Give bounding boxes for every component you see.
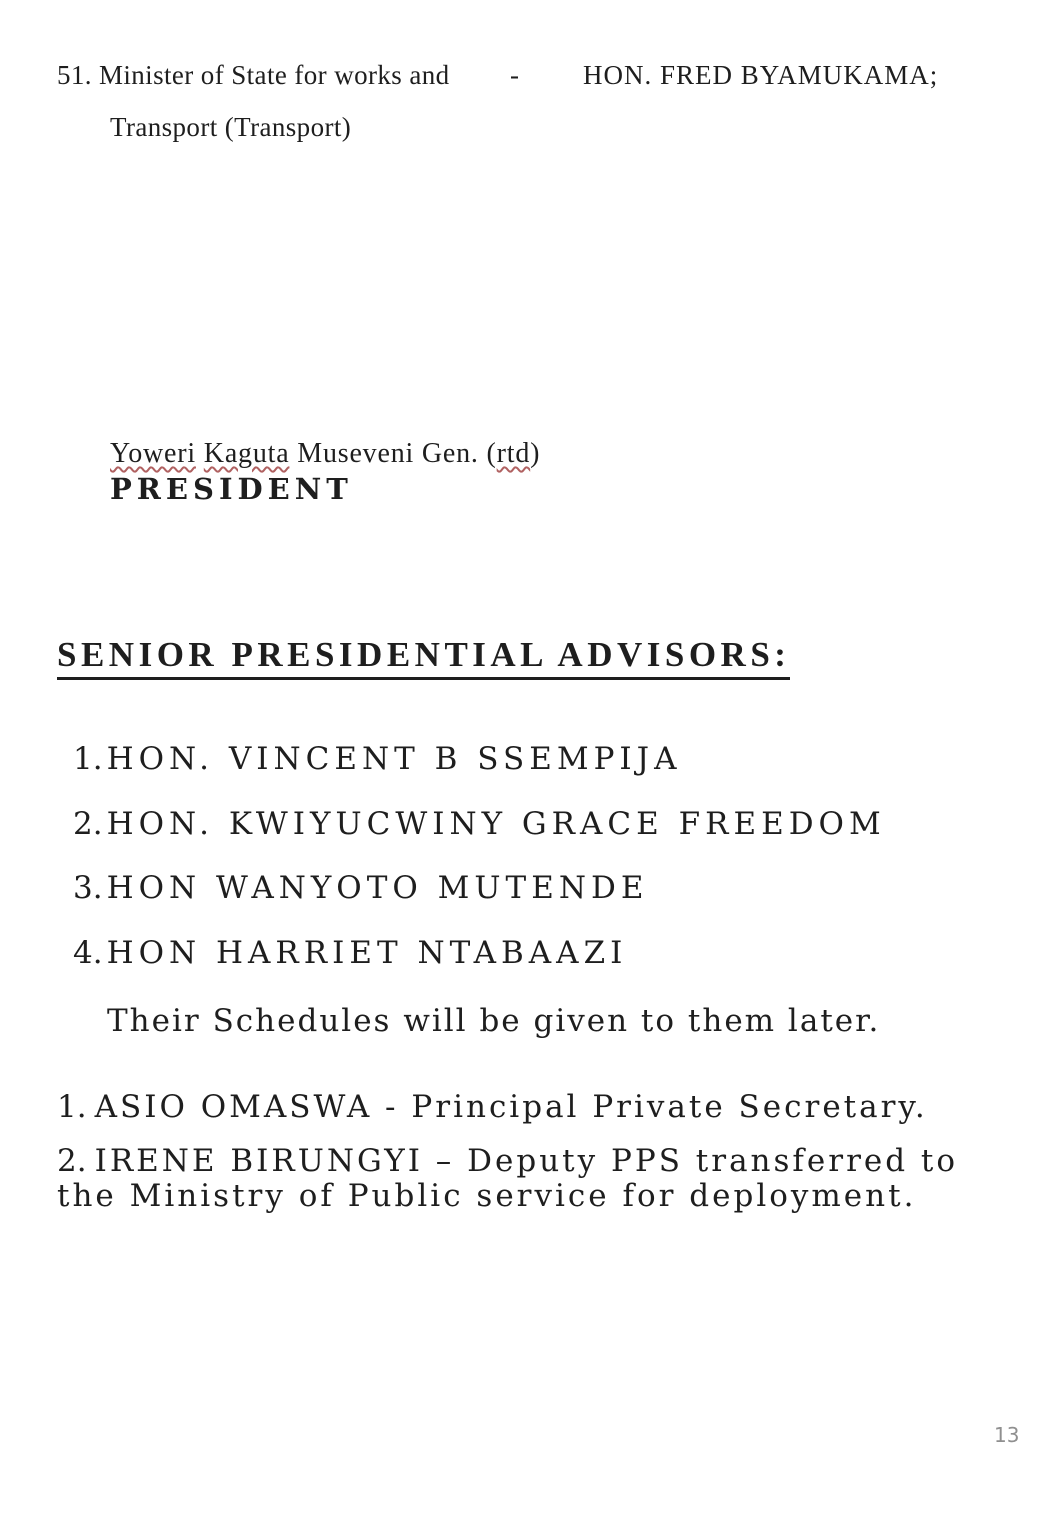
- misspelled-word: Kaguta: [203, 438, 290, 469]
- misspelled-word: rtd: [496, 438, 531, 469]
- advisor-item: [73, 936, 886, 972]
- advisor-number: 3.: [73, 870, 103, 907]
- secretariat-number: 2.: [57, 1143, 87, 1179]
- advisors-heading: [57, 635, 790, 680]
- minister-entry-official: HON. FRED BYAMUKAMA;: [583, 60, 939, 90]
- advisor-name: HON. VINCENT B SSEMPIJA: [106, 741, 682, 777]
- page-number: 13: [994, 1423, 1020, 1447]
- separator-dash: -: [510, 60, 519, 90]
- secretariat-text: ASIO OMASWA - Principal Private Secretary.: [94, 1089, 928, 1125]
- minister-entry-title: [57, 60, 450, 91]
- name-part: [196, 438, 204, 469]
- misspelled-word: Yoweri: [110, 438, 196, 469]
- advisor-number: 4.: [73, 934, 103, 971]
- advisor-item: [73, 807, 886, 843]
- advisor-name: HON. KWIYUCWINY GRACE FREEDOM: [106, 805, 886, 842]
- advisor-item: [73, 871, 886, 907]
- advisor-number: 1.: [73, 741, 103, 777]
- president-name-line: [110, 438, 540, 470]
- advisors-heading-text: SENIOR PRESIDENTIAL ADVISORS:: [57, 635, 790, 680]
- advisor-number: 2.: [73, 805, 103, 842]
- advisor-name: HON WANYOTO MUTENDE: [106, 870, 649, 907]
- advisor-item: [73, 742, 886, 778]
- president-title: PRESIDENT: [110, 472, 353, 506]
- secretariat-item: [57, 1090, 928, 1126]
- minister-entry-number: 51.: [57, 60, 92, 90]
- secretariat-text: IRENE BIRUNGYI – Deputy PPS transferred to the Ministry of Public service for deployment.: [57, 1143, 959, 1214]
- advisors-note: Their Schedules will be given to them later.: [107, 1003, 881, 1039]
- name-part: Museveni Gen. (: [289, 438, 497, 469]
- advisor-name: HON HARRIET NTABAAZI: [106, 934, 628, 971]
- secretariat-item: [57, 1144, 992, 1214]
- name-part: ): [530, 438, 541, 469]
- secretariat-number: 1.: [57, 1089, 87, 1125]
- minister-entry-title-line2: Transport (Transport): [110, 112, 352, 142]
- advisors-list: [73, 742, 886, 972]
- minister-entry-title-text: Minister of State for works and: [98, 60, 450, 90]
